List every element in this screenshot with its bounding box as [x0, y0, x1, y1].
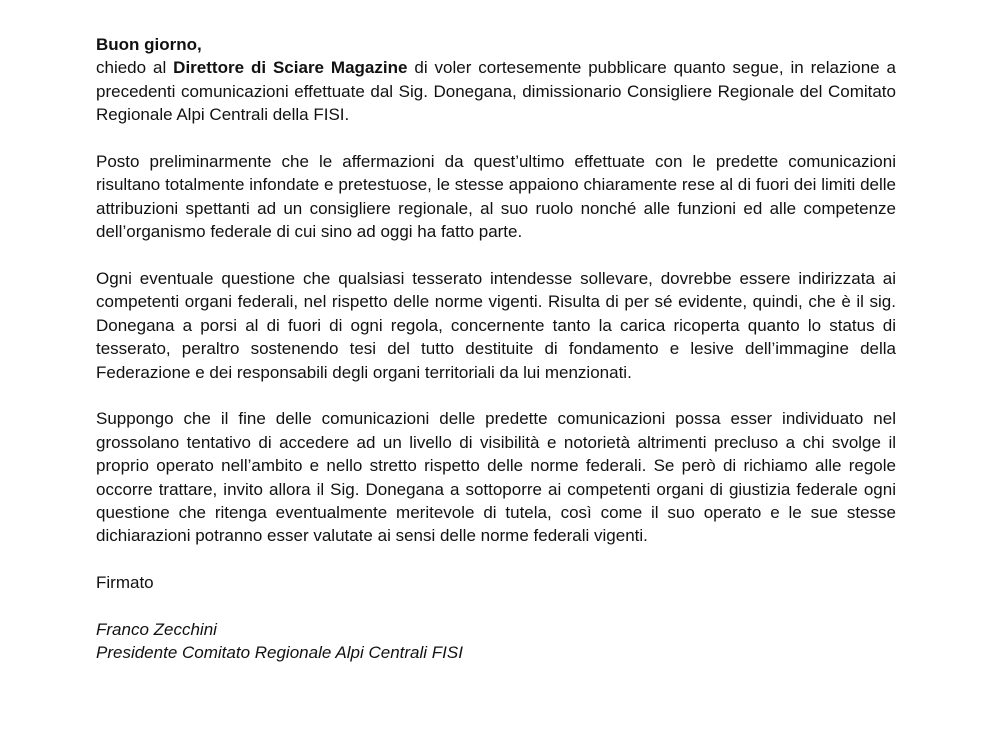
paragraph-3: Suppongo che il fine delle comunicazioni delle predette comunicazioni possa esser individuato nel grossolano tentativo di accedere ad un livello di visibilità e notorietà altrimenti precluso a chi svolge il proprio operato nell’ambito e nello stretto rispetto delle norme federali. Se però di richiamo alle regole occorre trattare, invito allora il Sig. Donegana a sottoporre ai competenti organi di giustizia federale ogni questione che ritenga eventualmente meritevole di tutela, così come il suo operato e le sue stesse dichiarazioni potranno esser valutate ai sensi delle norme federali vigenti.: [96, 409, 896, 546]
paragraph-2: Ogni eventuale questione che qualsiasi tesserato intendesse sollevare, dovrebbe essere indirizzata ai competenti organi federali, nel rispetto delle norme vigenti. Risulta di per sé evidente, quindi, che è il sig. Donegana a porsi al di fuori di ogni regola, concernente tanto la carica ricoperta quanto lo status di tesserato, peraltro sostenendo tesi del tutto destituite di fondamento e lesive dell’immagine della Federazione e dei responsabili degli organi territoriali da lui menzionati.: [96, 269, 896, 382]
letter-body: [96, 33, 896, 665]
signature-name: Franco Zecchini: [96, 620, 217, 640]
intro-text-end: di voler cortesemente pubblicare quanto segue, in relazione a precedenti comunicazioni effettuate dal Sig. Donegana, dimissionario Consigliere Regionale del Comitato Regionale Alpi Centrali della FISI.: [96, 58, 896, 125]
intro-paragraph: [96, 56, 896, 126]
signed-label: Firmato: [96, 573, 154, 593]
greeting: Buon giorno,: [96, 35, 202, 54]
paragraph-1: Posto preliminarmente che le affermazioni da quest’ultimo effettuate con le predette comunicazioni risultano totalmente infondate e pretestuose, le stesse appaiono chiaramente rese al di fuori dei limiti delle attribuzioni spettanti ad un consigliere regionale, al suo ruolo nonché alle funzioni ed alle competenze dell’organismo federale di cui sino ad oggi ha fatto parte.: [96, 152, 896, 242]
signature-title: Presidente Comitato Regionale Alpi Centrali FISI: [96, 643, 463, 663]
intro-recipient: Direttore di Sciare Magazine: [173, 58, 408, 78]
intro-text-start: chiedo al: [96, 58, 174, 78]
